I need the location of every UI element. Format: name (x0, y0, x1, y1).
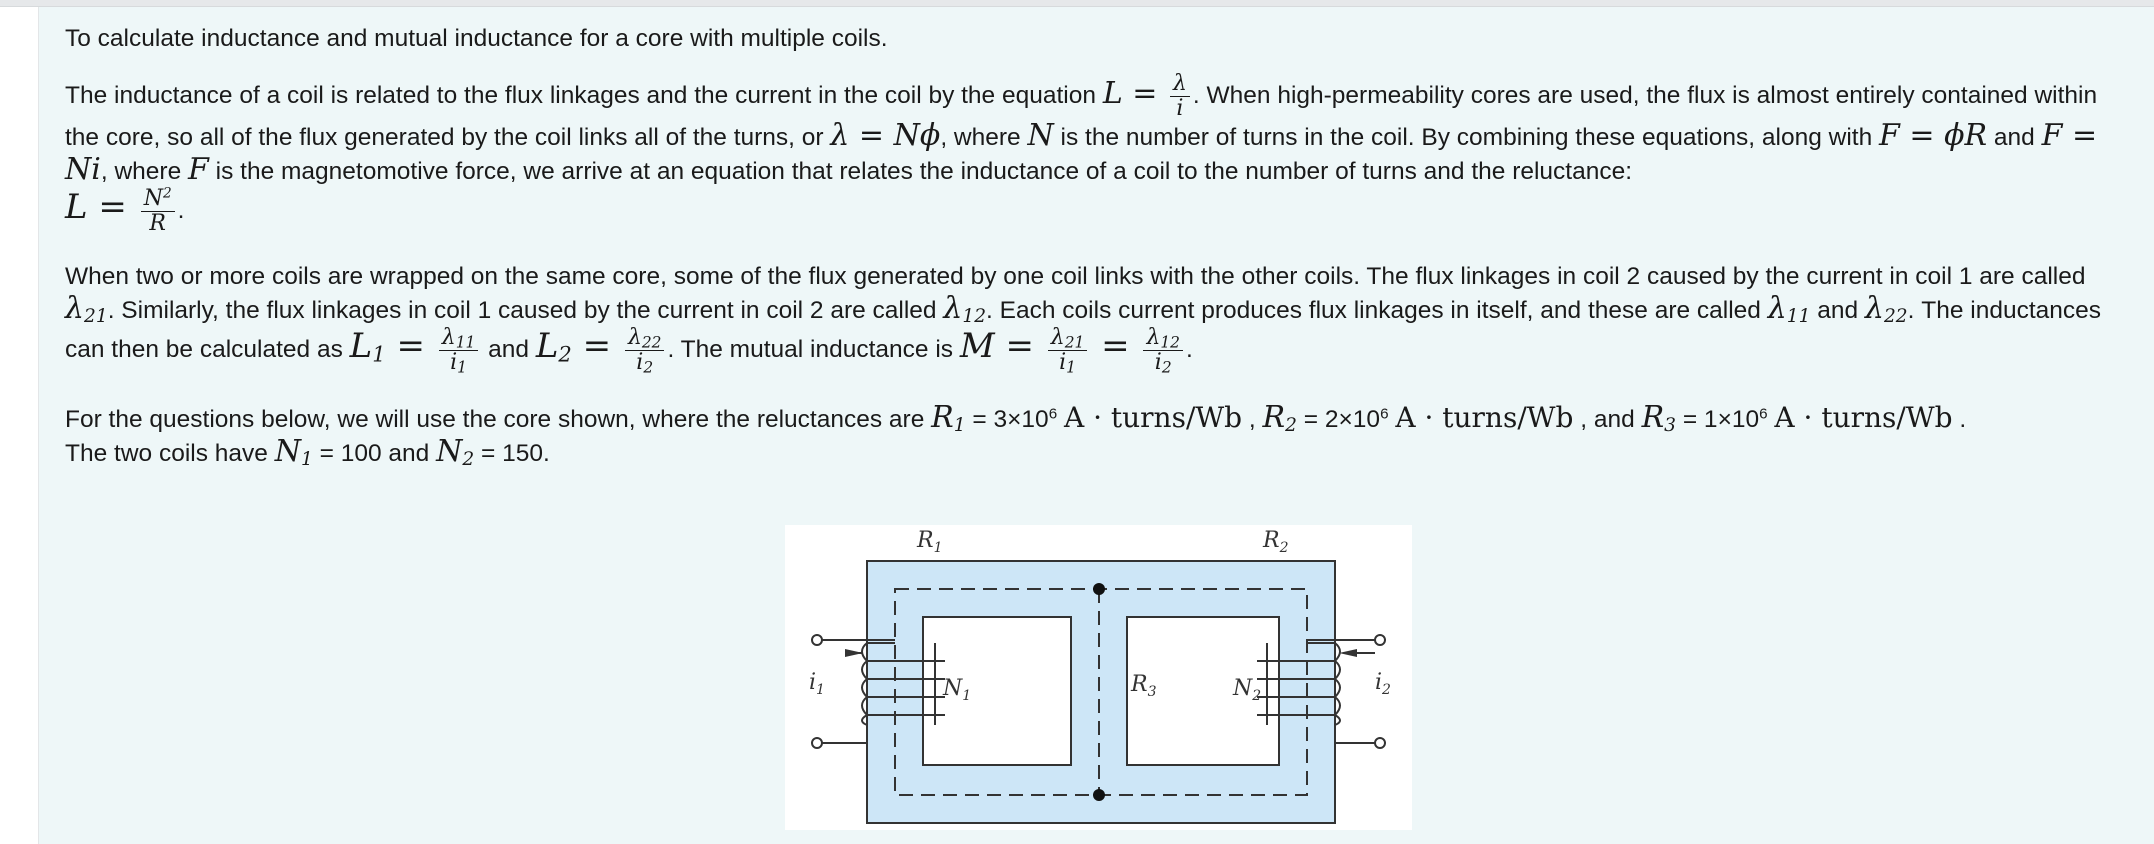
eq-l-n2-over-r: L (65, 186, 88, 227)
n1-value: $N_1$ (274, 434, 313, 471)
node-top (1093, 583, 1105, 595)
label-i1: $i_1$ (809, 670, 825, 698)
top-border (0, 0, 2154, 7)
mutual-inductance-paragraph: When two or more coils are wrapped on the same core, some of the flux generated by one coil links with the other coils. The flux linkages in coil 2 caused by the current in coil 1 are called $\lambda_{21}$. Similarly, the flux linkages in coil 1 caused by the current in coil 2 are called $\lambda_{12}$. Each coils current produces flux linkages in itself, and these are called $\lambda_{11}$ and $\lambda_{22}$. The inductances can then be calculated as $L_1$ = $\frac{\lambda_{11}}{i_1}$ and $L_2$ = $\frac{\lambda_{22}}{i_2}$ . The mutual inductance is M = $\frac{\lambda_{21}}{i_1}$ = $\frac{\lambda_{12}}{i_2}$ . (65, 263, 2102, 377)
label-i2: $i_2$ (1375, 670, 1391, 698)
n2-value: $N_2$ (436, 434, 475, 471)
eq-mutual: M (959, 325, 995, 366)
label-r3: $R_3$ (1131, 672, 1157, 700)
magnetic-core-figure (785, 525, 1412, 830)
given-values-paragraph: For the questions below, we will use the core shown, where the reluctances are $R_1 = 3\times 10^6$ A · turns/Wb , $R_2 = 2\times 10^6$ A · turns/Wb , and $R_3 = 1\times 10^6$ A · turns/Wb . The two coils have $N_1 = 100$ and $N_2 = 150$. (65, 400, 1967, 471)
frac-lambda-over-i: $\frac{\lambda}{i}$ (1170, 73, 1190, 120)
eq-lambda-n-phi: λ (830, 118, 850, 153)
node-bottom (1093, 789, 1105, 801)
label-n1: $N_1$ (943, 676, 972, 704)
label-r2: $R_2$ (1263, 528, 1289, 556)
core-diagram (785, 525, 1412, 830)
inductance-paragraph: The inductance of a coil is related to the flux linkages and the current in the coil by the equation L = $\frac{\lambda}{i}$ . When high-permeability cores are used, the flux is almost entirely contained within the core, so all of the flux generated by the coil links all of the turns, or λ = Nϕ, where N is the number of turns in the coil. By combining these equations, along with F = ϕR and F = Ni, where F is the magnetomotive force, we arrive at an equation that relates the inductance of a coil to the number of turns and the reluctance: L = $\frac{N^2}{R}$ . (65, 71, 2098, 236)
label-n2: $N_2$ (1233, 676, 1262, 704)
r2-value: $R_2$ (1262, 400, 1297, 437)
eq-f-phi-r: F (1879, 118, 1900, 153)
label-r1: $R_1$ (917, 528, 943, 556)
intro-text: To calculate inductance and mutual inductance for a core with multiple coils. (65, 25, 888, 52)
eq-f-ni: F (2041, 118, 2063, 153)
r1-value: $R_1$ (931, 400, 966, 437)
eq-inductance-def: L (1102, 75, 1123, 111)
eq-l1: $L_1$ (349, 325, 386, 367)
left-gutter (0, 7, 39, 844)
r3-value: $R_3$ (1641, 400, 1677, 437)
eq-l2: $L_2$ (535, 325, 572, 367)
